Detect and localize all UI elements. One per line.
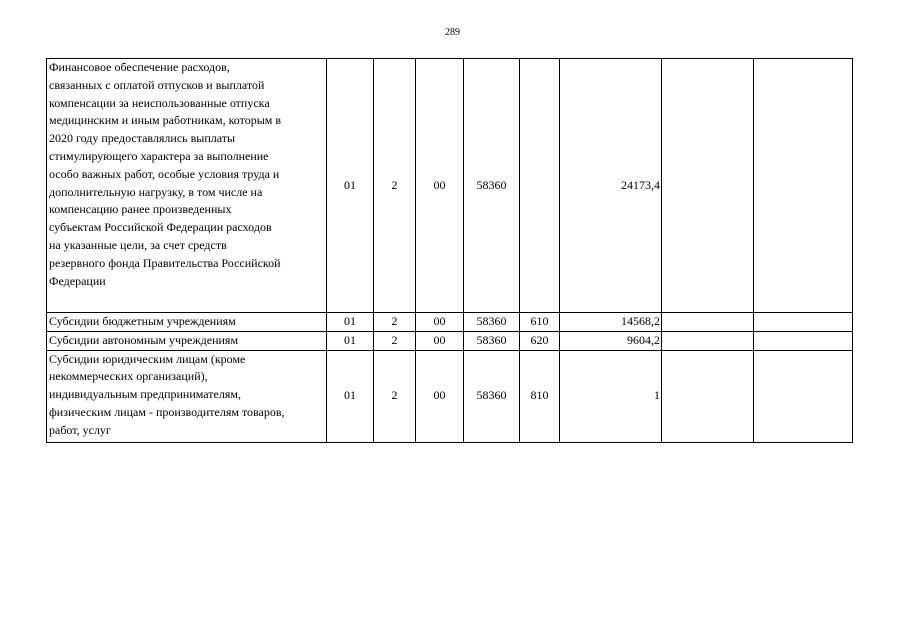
code-cell: 01 <box>327 59 374 313</box>
amount-cell: 14568,2 <box>560 313 662 332</box>
code-cell: 2 <box>374 331 416 350</box>
code-cell: 00 <box>416 59 464 313</box>
empty-cell <box>662 59 754 313</box>
code-cell: 00 <box>416 313 464 332</box>
table-row <box>47 350 853 442</box>
code-cell: 58360 <box>464 350 520 442</box>
amount-cell: 24173,4 <box>560 59 662 313</box>
table-row <box>47 59 853 313</box>
code-cell: 2 <box>374 313 416 332</box>
empty-cell <box>662 313 754 332</box>
expense-type-cell: 610 <box>520 313 560 332</box>
code-cell: 01 <box>327 350 374 442</box>
empty-cell <box>662 350 754 442</box>
empty-cell <box>754 350 853 442</box>
expense-type-cell: 620 <box>520 331 560 350</box>
table-row <box>47 331 853 350</box>
page-number: 289 <box>445 27 460 38</box>
budget-table <box>46 58 853 443</box>
row-description: Субсидии автономным учреждениям <box>47 331 327 350</box>
code-cell: 01 <box>327 331 374 350</box>
table-row <box>47 313 853 332</box>
row-description: Финансовое обеспечение расходов, связанных с оплатой отпусков и выплатой компенсации за неиспользованные отпуска медицинским и иным работникам, которым в 2020 году предоставлялись выплаты стимулирующего характера за выполнение особо важных работ, особые условия труда и дополнительную нагрузку, в том числе на компенсацию ранее произведенных субъектам Российской Федерации расходов на указанные цели, за счет средств резервного фонда Правительства Российской Федерации <box>47 59 327 313</box>
empty-cell <box>662 331 754 350</box>
code-cell: 58360 <box>464 59 520 313</box>
row-description: Субсидии юридическим лицам (кроме некоммерческих организаций), индивидуальным предпринимателям, физическим лицам - производителям товаров, работ, услуг <box>47 350 327 442</box>
expense-type-cell: 810 <box>520 350 560 442</box>
code-cell: 2 <box>374 350 416 442</box>
amount-cell: 9604,2 <box>560 331 662 350</box>
code-cell: 00 <box>416 350 464 442</box>
row-description: Субсидии бюджетным учреждениям <box>47 313 327 332</box>
amount-cell: 1 <box>560 350 662 442</box>
expense-type-cell <box>520 59 560 313</box>
empty-cell <box>754 313 853 332</box>
code-cell: 01 <box>327 313 374 332</box>
empty-cell <box>754 331 853 350</box>
empty-cell <box>754 59 853 313</box>
code-cell: 00 <box>416 331 464 350</box>
code-cell: 58360 <box>464 331 520 350</box>
code-cell: 2 <box>374 59 416 313</box>
code-cell: 58360 <box>464 313 520 332</box>
